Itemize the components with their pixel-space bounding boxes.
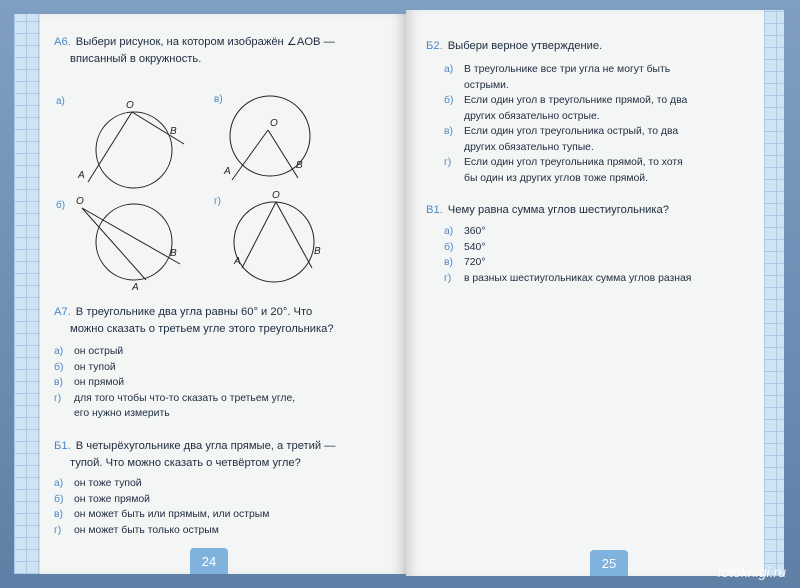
option-a[interactable]: а) 360° (444, 226, 486, 237)
option-b[interactable]: б) он тупой (54, 361, 116, 373)
option-g[interactable]: г) для того чтобы что-то сказать о третьем угле, (54, 392, 296, 404)
page-number: 25 (590, 550, 628, 576)
option-b[interactable]: б) 540° (444, 241, 486, 253)
svg-text:A: A (224, 166, 231, 177)
page-number: 24 (190, 548, 228, 574)
svg-text:в): в) (214, 94, 223, 105)
question-text: Выбери рисунок, на котором изображён ∠AOB — (75, 36, 335, 48)
option-a[interactable]: а) он тоже тупой (54, 478, 142, 489)
question-b1: Б1. В четырёхугольнике два угла прямые, а третий — тупой. Что можно сказать о четвёртом угле? (54, 440, 336, 469)
svg-text:B: B (296, 160, 303, 171)
svg-text:B: B (170, 248, 177, 259)
options-b1 (54, 476, 399, 538)
options-a7 (54, 344, 399, 422)
option-g[interactable]: г) он может быть только острым (54, 524, 219, 536)
option-g[interactable]: г) Если один угол треугольника прямой, то хотя (444, 157, 683, 168)
right-page (406, 10, 784, 576)
option-b[interactable]: б) он тоже прямой (54, 493, 150, 505)
svg-text:B: B (314, 246, 321, 257)
svg-text:A: A (132, 282, 139, 292)
svg-text:г): г) (214, 196, 221, 207)
question-b2: Б2. Выбери верное утверждение. (426, 40, 603, 52)
left-page (14, 14, 406, 574)
option-v[interactable]: в) Если один угол треугольника острый, то два (444, 126, 679, 137)
options-b2: а) В треугольнике все три угла не могут быть острыми. б) Если один угол в треугольнике прямой, то два других обязательно острые. в) Если один угол треугольника острый, то два других обязательно тупые. г) Если один угол треугольника прямой, то хотя бы один из других углов тоже прямой. (444, 62, 756, 186)
svg-text:O: O (76, 196, 84, 207)
option-g[interactable]: г) в разных шестиугольниках сумма углов разная (444, 272, 692, 284)
watermark: fotoknigi.ru (717, 564, 786, 580)
options-v1 (444, 224, 764, 286)
figure-v[interactable] (212, 84, 362, 194)
svg-text:O: O (270, 118, 278, 129)
point-label: B (170, 126, 177, 137)
option-v[interactable]: в) 720° (444, 257, 486, 268)
question-a7: А7. В треугольнике два угла равны 60° и 20°. Что можно сказать о третьем угле этого треугольника? (54, 306, 334, 335)
left-grid-strip (14, 14, 40, 574)
figure-label: а) (56, 96, 65, 107)
point-label: A (78, 170, 85, 181)
question-number: А6. (54, 36, 71, 48)
option-a[interactable]: а) В треугольнике все три угла не могут быть (444, 64, 671, 75)
option-v[interactable]: в) он прямой (54, 377, 125, 388)
option-v[interactable]: в) он может быть или прямым, или острым (54, 509, 270, 520)
right-grid-strip (764, 10, 784, 576)
figure-a[interactable] (54, 90, 204, 200)
option-a[interactable]: а) он острый (54, 346, 124, 357)
svg-text:A: A (234, 256, 241, 267)
point-label: O (126, 100, 134, 111)
figure-g[interactable] (212, 184, 362, 284)
svg-text:б): б) (56, 200, 66, 211)
svg-text:O: O (272, 190, 280, 201)
option-b[interactable]: б) Если один угол в треугольнике прямой, то два (444, 95, 688, 106)
question-text-cont: вписанный в окружность. (70, 53, 202, 65)
question-v1: В1. Чему равна сумма углов шестиугольника? (426, 204, 669, 216)
option-g-cont: его нужно измерить (74, 408, 170, 419)
figure-b[interactable] (54, 192, 204, 292)
question-a6 (54, 34, 394, 68)
